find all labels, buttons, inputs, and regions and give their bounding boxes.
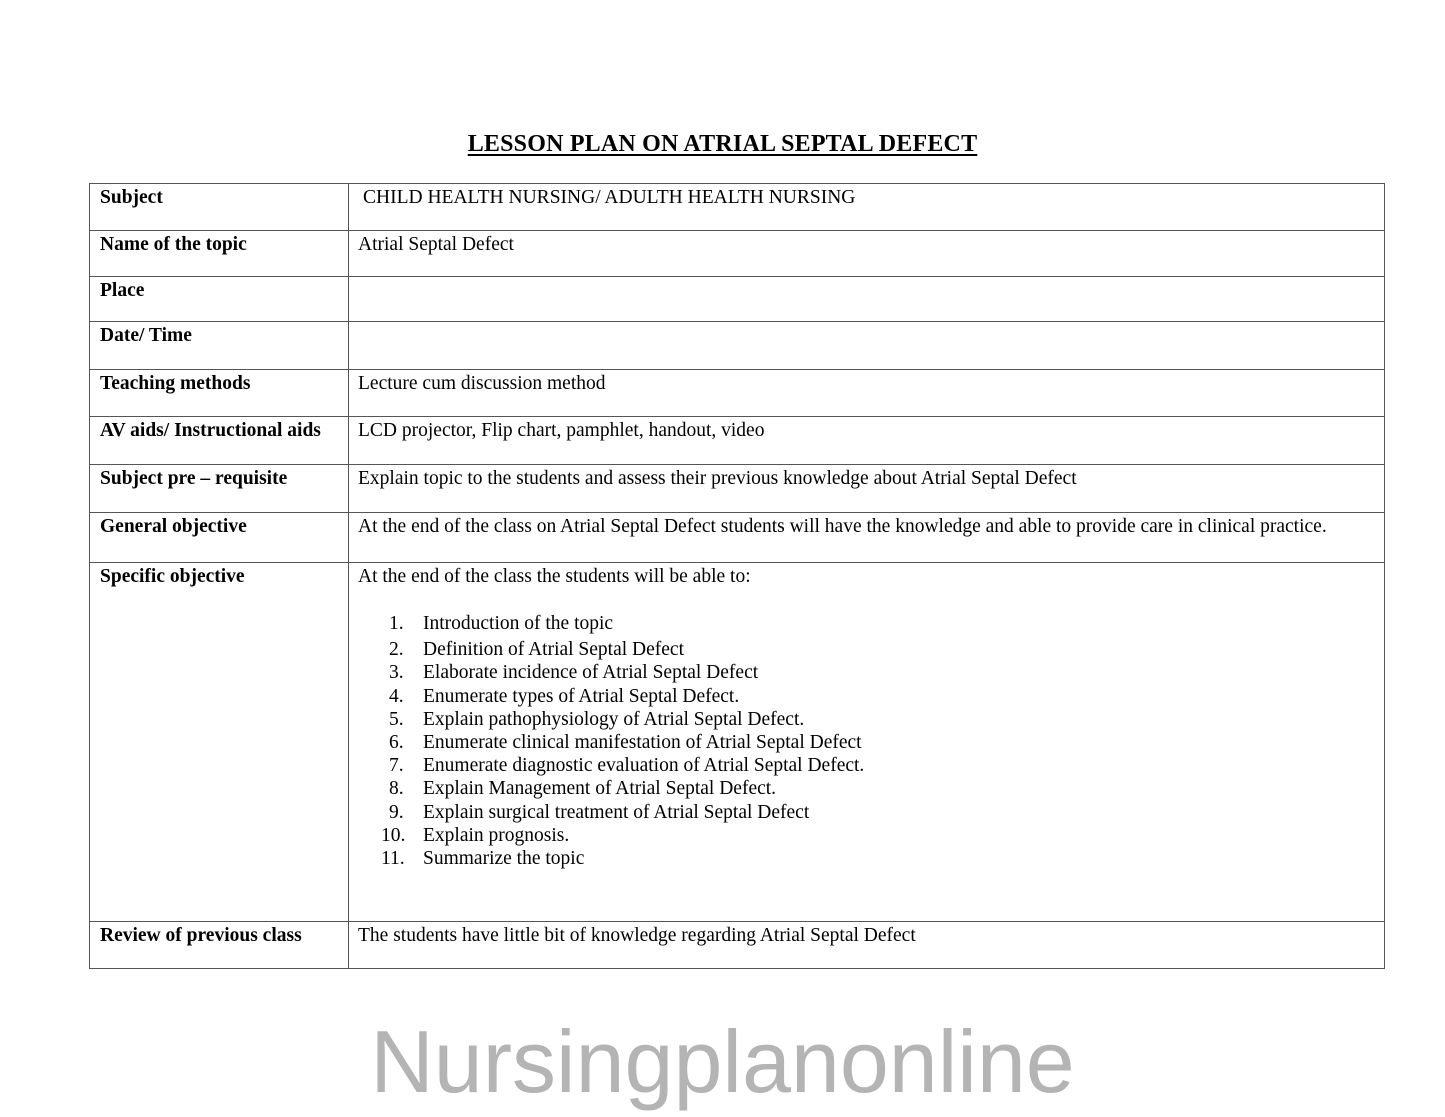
subject-value-text: CHILD HEALTH NURSING/ ADULTH HEALTH NURSING [363,187,856,208]
table-row [90,563,1385,922]
list-item: Enumerate clinical manifestation of Atrial Septal Defect [423,732,862,754]
row-value-topic: Atrial Septal Defect [349,231,1385,277]
row-label-subject: Subject [90,184,349,231]
table-row [90,513,1385,563]
list-item: Definition of Atrial Septal Defect [423,639,685,661]
row-value-av-aids: LCD projector, Flip chart, pamphlet, handout, video [349,417,1385,465]
table-row [90,322,1385,370]
row-value-prerequisite: Explain topic to the students and assess their previous knowledge about Atrial Septal Defect [349,465,1385,513]
list-item: Summarize the topic [423,848,585,870]
row-label-topic: Name of the topic [90,231,349,277]
row-label-av-aids: AV aids/ Instructional aids [90,417,349,465]
row-label-date-time: Date/ Time [90,322,349,370]
lesson-plan-table [89,183,1385,969]
list-item: Explain pathophysiology of Atrial Septal Defect. [423,708,805,730]
list-item: Elaborate incidence of Atrial Septal Defect [423,662,759,684]
row-value-teaching-methods: Lecture cum discussion method [349,370,1385,417]
specific-objective-intro: At the end of the class the students will be able to: [358,566,751,587]
row-value-date-time [349,322,1385,370]
table-row [90,184,1385,231]
document-title: LESSON PLAN ON ATRIAL SEPTAL DEFECT [467,131,978,157]
row-value-specific-objective [349,563,1385,922]
list-item: Explain surgical treatment of Atrial Septal Defect [423,801,810,823]
list-item: Enumerate diagnostic evaluation of Atrial Septal Defect. [423,755,865,777]
table-row [90,922,1385,969]
row-value-review: The students have little bit of knowledge regarding Atrial Septal Defect [349,922,1385,969]
row-label-teaching-methods: Teaching methods [90,370,349,417]
row-value-subject [349,184,1385,231]
list-item: Explain prognosis. [423,824,570,846]
list-item: Explain Management of Atrial Septal Defect. [423,778,777,800]
table-row [90,231,1385,277]
row-label-general-objective: General objective [90,513,349,563]
table-row [90,277,1385,322]
row-label-specific-objective: Specific objective [90,563,349,922]
specific-objectives-list [358,612,1384,870]
table-row [90,370,1385,417]
row-label-prerequisite: Subject pre – requisite [90,465,349,513]
watermark: Nursingplanonline [370,1012,1075,1111]
row-value-place [349,277,1385,322]
table-row [90,417,1385,465]
row-value-general-objective: At the end of the class on Atrial Septal Defect students will have the knowledge and able to provide care in clinical practice. [349,513,1385,563]
row-label-place: Place [90,277,349,322]
list-item: Introduction of the topic [423,613,614,634]
table-row [90,465,1385,513]
list-item: Enumerate types of Atrial Septal Defect. [423,685,740,707]
row-label-review: Review of previous class [90,922,349,969]
